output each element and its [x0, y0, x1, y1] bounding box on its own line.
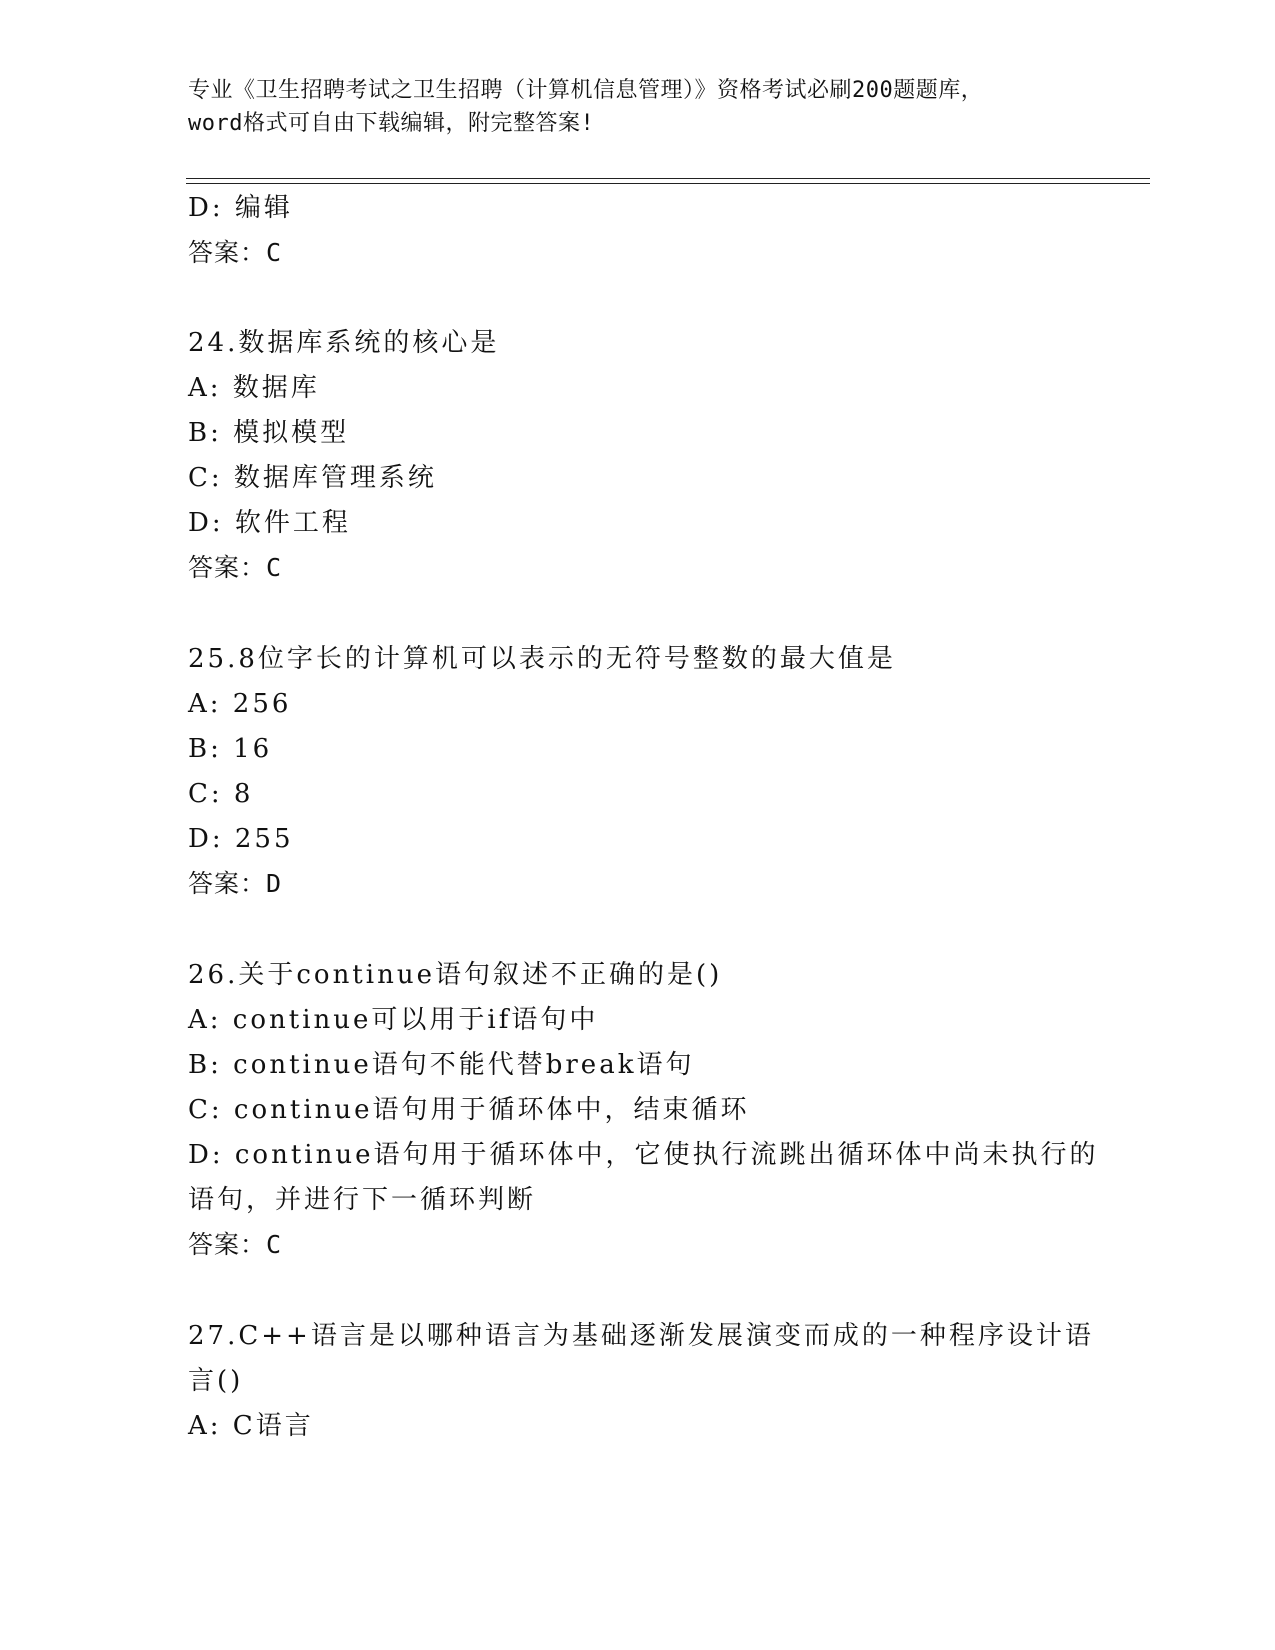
q26-option-d-continued: 语句，并进行下一循环判断: [188, 1185, 537, 1215]
header-line-2: word格式可自由下载编辑，附完整答案!: [188, 111, 595, 136]
q25-option-d: D: 255: [188, 824, 294, 854]
q26-option-d: D: continue语句用于循环体中，它使执行流跳出循环体中尚未执行的: [188, 1140, 1099, 1170]
q24-option-b: B: 模拟模型: [188, 418, 350, 448]
q27-question-continued: 言(): [188, 1366, 244, 1396]
q24-answer: 答案：C: [188, 553, 283, 582]
q24-question: 24.数据库系统的核心是: [188, 328, 500, 358]
q26-option-c: C: continue语句用于循环体中，结束循环: [188, 1095, 750, 1125]
q24-option-d: D: 软件工程: [188, 508, 351, 538]
header-rule-bottom: [186, 183, 1150, 184]
q25-question: 25.8位字长的计算机可以表示的无符号整数的最大值是: [188, 644, 896, 674]
q27-option-a: A: C语言: [188, 1411, 314, 1441]
q24-option-a: A: 数据库: [188, 373, 320, 403]
header-line-1: 专业《卫生招聘考试之卫生招聘（计算机信息管理）》资格考试必刷200题题库，: [188, 78, 984, 103]
prev-answer: 答案：C: [188, 238, 283, 267]
prev-option-d: D: 编辑: [188, 193, 293, 223]
header-rule-top: [186, 178, 1150, 179]
q27-question: 27.C++语言是以哪种语言为基础逐渐发展演变而成的一种程序设计语: [188, 1321, 1094, 1351]
q26-question: 26.关于continue语句叙述不正确的是(): [188, 960, 723, 990]
q26-option-b: B: continue语句不能代替break语句: [188, 1050, 695, 1080]
q24-option-c: C: 数据库管理系统: [188, 463, 437, 493]
q25-option-a: A: 256: [188, 689, 292, 719]
q26-answer: 答案：C: [188, 1230, 283, 1259]
q25-option-b: B: 16: [188, 734, 273, 764]
q26-option-a: A: continue可以用于if语句中: [188, 1005, 599, 1035]
document-header: [188, 74, 1088, 140]
q25-option-c: C: 8: [188, 779, 254, 809]
q25-answer: 答案：D: [188, 869, 283, 898]
